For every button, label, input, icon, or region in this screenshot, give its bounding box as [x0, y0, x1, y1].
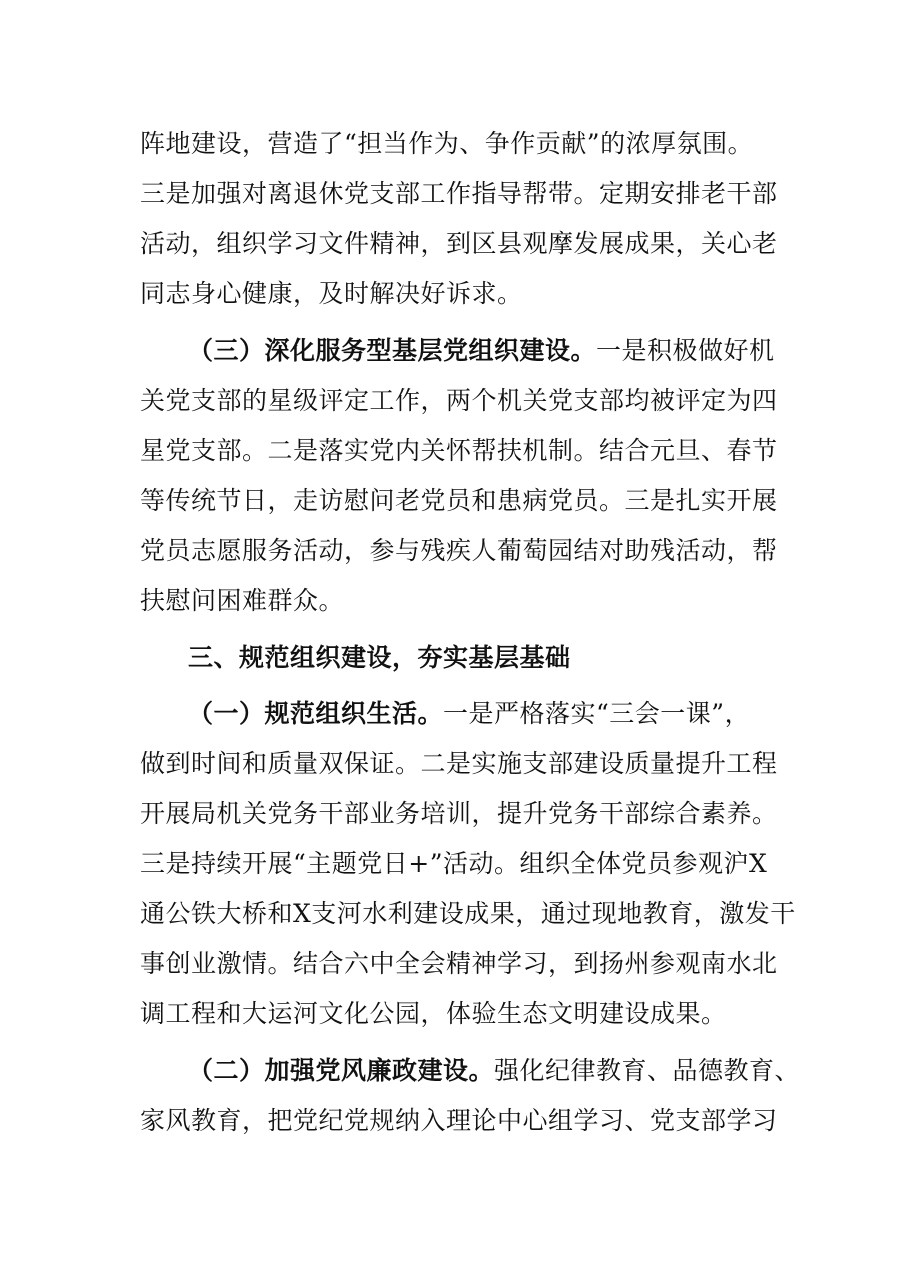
paragraph-line: 开展局机关党务干部业务培训，提升党务干部综合素养。 [140, 799, 778, 828]
paragraph-line: 星党支部。二是落实党内关怀帮扶机制。结合元旦、春节 [140, 436, 778, 465]
paragraph-line: 三是加强对离退休党支部工作指导帮带。定期安排老干部 [140, 179, 778, 208]
paragraph-line: 活动，组织学习文件精神，到区县观摩发展成果，关心老 [140, 229, 778, 258]
subsection-heading: （一）规范组织生活。 [188, 699, 444, 728]
paragraph-line: 三是持续开展“主题党日+”活动。组织全体党员参观沪X [140, 849, 768, 878]
paragraph-line: 通公铁大桥和X支河水利建设成果，通过现地教育，激发干 [140, 899, 796, 928]
paragraph-line: 党员志愿服务活动，参与残疾人葡萄园结对助残活动，帮 [140, 536, 778, 565]
subsection-heading: （三）深化服务型基层党组织建设。 [188, 336, 597, 365]
paragraph-line: 事创业激情。结合六中全会精神学习，到扬州参观南水北 [140, 949, 778, 978]
paragraph-line: 等传统节日，走访慰问老党员和患病党员。三是扎实开展 [140, 486, 778, 515]
paragraph-line: 家风教育，把党纪党规纳入理论中心组学习、党支部学习 [140, 1106, 778, 1135]
paragraph-first-line [188, 333, 775, 369]
paragraph-first-line [188, 696, 750, 732]
paragraph-line: 做到时间和质量双保证。二是实施支部建设质量提升工程 [140, 749, 778, 778]
paragraph-first-line [188, 1053, 800, 1089]
paragraph-text: 强化纪律教育、品德教育、 [494, 1056, 801, 1085]
section-heading: 三、规范组织建设，夯实基层基础 [188, 643, 571, 672]
paragraph-text: 一是积极做好机 [596, 336, 775, 365]
paragraph-line: 阵地建设，营造了“担当作为、争作贡献”的浓厚氛围。 [140, 129, 754, 158]
paragraph-line: 同志身心健康，及时解决好诉求。 [140, 279, 523, 308]
paragraph-text: 一是严格落实“三会一课”， [443, 699, 751, 728]
paragraph-line: 调工程和大运河文化公园，体验生态文明建设成果。 [140, 999, 727, 1028]
paragraph-line: 扶慰问困难群众。 [140, 586, 345, 615]
subsection-heading: （二）加强党风廉政建设。 [188, 1056, 495, 1085]
paragraph-line: 关党支部的星级评定工作，两个机关党支部均被评定为四 [140, 386, 778, 415]
